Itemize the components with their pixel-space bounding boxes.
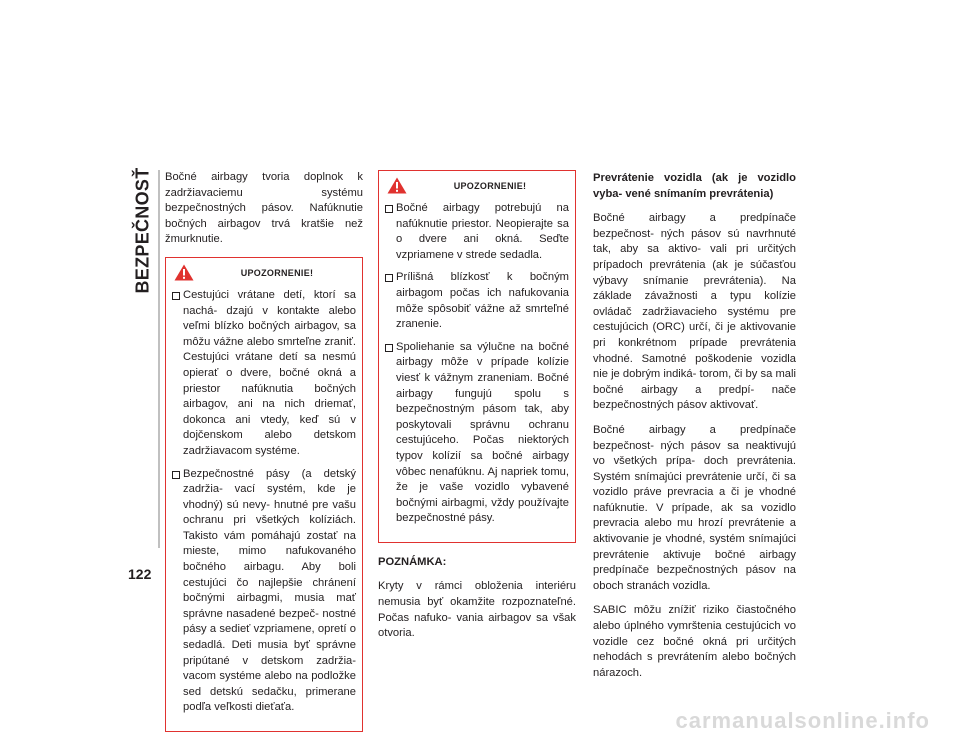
watermark: carmanualsonline.info bbox=[675, 708, 930, 733]
warning-list bbox=[385, 201, 569, 527]
warning-item: Cestujúci vrátane detí, ktorí sa nachá- dzajú v kontakte alebo veľmi blízko bočných airbagov, sa môžu vážne alebo smrteľne zraniť. Cestujúci vrátane detí sa nesmú opierať o dvere, bočné okná a priestor nafúknutia bočných airbagov, ani na nich driemať, dokonca ani vtedy, keď sú v dojčenskom alebo detskom zadržiavacom systéme. bbox=[172, 288, 356, 460]
warning-triangle-icon bbox=[387, 177, 407, 194]
section-heading: Prevrátenie vozidla (ak je vozidlo vyba- vené snímaním prevrátenia) bbox=[593, 172, 796, 200]
warning-list bbox=[172, 288, 356, 716]
section-tab-label: BEZPEČNOSŤ bbox=[132, 166, 153, 294]
warning-box bbox=[165, 257, 363, 732]
warning-item: Prílišná blízkosť k bočným airbagom počas ich nafukovania môže spôsobiť vážne až smrteľné zranenie. bbox=[385, 270, 569, 332]
warning-title: UPOZORNENIE! bbox=[240, 267, 314, 278]
column-1 bbox=[165, 170, 363, 744]
intro-paragraph: Bočné airbagy tvoria doplnok k zadržiavaciemu systému bezpečnostných pásov. Nafúknutie bočných airbagov trvá kratšie než žmurknutie. bbox=[165, 171, 363, 246]
column-2 bbox=[378, 170, 576, 651]
note-text: Kryty v rámci obloženia interiéru nemusia byť okamžite rozpoznateľné. Počas nafuko- vania airbagov sa však otvoria. bbox=[378, 580, 576, 640]
body-paragraph: SABIC môžu znížiť riziko čiastočného alebo úplného vymrštenia cestujúcich vo vozidle cez bočné okná pri určitých nehodách s prevrátením alebo bočných nárazoch. bbox=[593, 604, 796, 679]
warning-header bbox=[385, 171, 569, 201]
warning-title: UPOZORNENIE! bbox=[453, 181, 527, 191]
warning-header bbox=[172, 258, 356, 288]
column-3 bbox=[593, 171, 796, 690]
section-divider bbox=[158, 170, 160, 548]
body-paragraph: Bočné airbagy a predpínače bezpečnost- ných pásov sú navrhnuté tak, aby sa aktivo- vali pri určitých prípadoch prevrátenia (ak je súčasťou výbavy snímanie prevrátenia). Na základe závažnosti a typu kolízie ovládač zadržiavacieho systému pre cestujúcich (ORC) určí, či je aktivovanie pri konkrétnom prípade prevrátenia vhodné. Samotné poškodenie vozidla nie je dobrým indiká- torom, či by sa mali bočné airbagy a predpí- nače bezpečnostných pásov aktivovať. bbox=[593, 212, 796, 412]
warning-item: Bočné airbagy potrebujú na nafúknutie priestor. Neopierajte sa o dvere ani okná. Seďte vzpriamene v strede sedadla. bbox=[385, 201, 569, 263]
warning-item: Spoliehanie sa výlučne na bočné airbagy môže v prípade kolízie viesť k vážnym zraneniam. Bočné airbagy fungujú spolu s bezpečnostným pásom tak, aby poskytovali správnu ochranu cestujúceho. Počas niektorých typov kolízií sa bočné airbagy vôbec nenafúknu. Aj napriek tomu, že je vaše vozidlo vybavené bočnými airbagmi, vždy používajte bezpečnostné pásy. bbox=[385, 340, 569, 527]
warning-item: Bezpečnostné pásy (a detský zadržia- vací systém, kde je vhodný) sú nevy- hnutné pre vašu ochranu pri všetkých kolíziách. Takisto vám pomáhajú zostať na mieste, mimo nafukovaného bočného airbagu. Aby boli cestujúci čo najlepšie chránení bočnými airbagmi, musia mať správne nasadené bezpeč- nostné pásy a sedieť vzpriamene, opretí o sedadlá. Deti musia byť správne pripútané v detskom zadržia- vacom systéme alebo na podložke sed detskú sedačku, primerane podľa veľkosti dieťaťa. bbox=[172, 467, 356, 717]
warning-box bbox=[378, 170, 576, 543]
page-number: 122 bbox=[128, 566, 152, 582]
note-title: POZNÁMKA: bbox=[378, 555, 447, 568]
body-paragraph: Bočné airbagy a predpínače bezpečnost- ných pásov sa neaktivujú vo všetkých prípa- doch prevrátenia. Systém snímajúci prevrátenie určí, či sa vozidlo práve prevracia a či je vhodné nafúknutie. V prípade, ak sa vozidlo prevracia alebo mu hrozí prevrátenie a aktivovanie je vhodné, systém snímajúci prevrátenie aktivuje bočné airbagy predpínače bezpečnostných pásov na oboch stranách vozidla. bbox=[593, 423, 796, 592]
section-tab bbox=[128, 166, 158, 294]
warning-triangle-icon bbox=[174, 264, 194, 281]
